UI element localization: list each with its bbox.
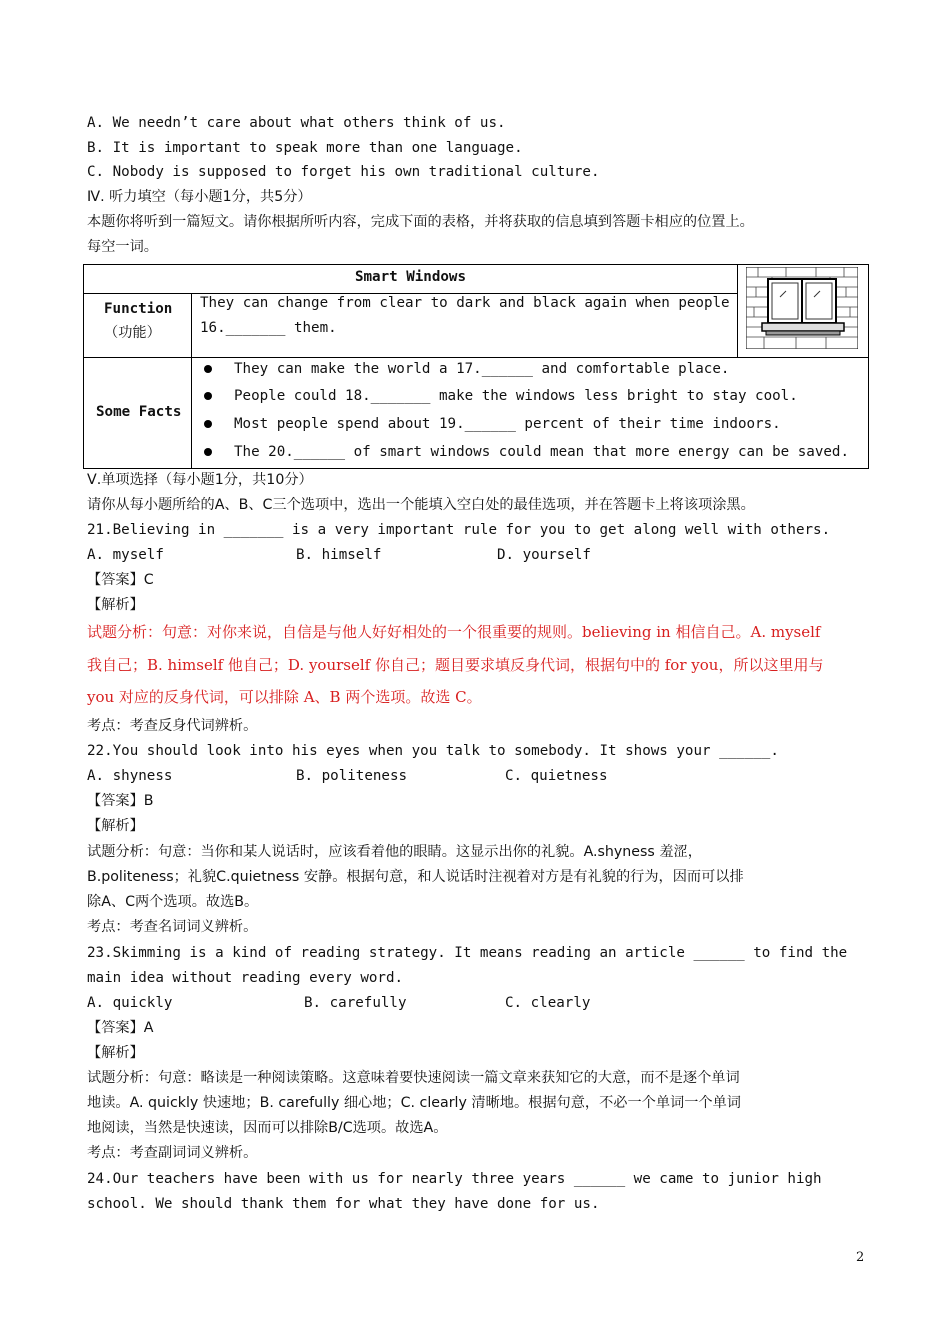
question-23-stem: main idea without reading every word. [87, 970, 404, 986]
q21-option: D. yourself [497, 547, 591, 563]
section-4-heading: Ⅳ. 听力填空（每小题1分，共5分） [87, 189, 312, 205]
function-label-cn: （功能） [104, 325, 161, 341]
table-divider [84, 357, 869, 358]
q21-option: B. himself [296, 547, 382, 563]
table-title: Smart Windows [354, 269, 467, 285]
q23-kaodian: 考点：考查副词词义辨析。 [87, 1145, 258, 1161]
section-5-instructions: 请你从每小题所给的A、B、C三个选项中，选出一个能填入空白处的最佳选项，并在答题卡上将该项涂黑。 [87, 497, 755, 513]
q22-analysis: 除A、C两个选项。故选B。 [87, 894, 259, 910]
q22-kaodian: 考点：考查名词词义辨析。 [87, 919, 258, 935]
bullet-icon [204, 365, 212, 373]
function-text-blank-16: 16._______ them. [200, 320, 337, 336]
q23-answer: 【答案】A [87, 1020, 154, 1036]
question-21-stem: 21.Believing in _______ is a very important rule for you to get along well with others. [87, 522, 831, 538]
facts-label: Some Facts [96, 404, 182, 420]
smart-windows-table [83, 264, 869, 469]
q21-analysis: 我自己；B. himself 他自己；D. yourself 你自己；题目要求填反身代词，根据句中的 for you，所以这里用与 [87, 656, 824, 674]
q23-analysis-label: 【解析】 [87, 1045, 144, 1061]
q23-option: C. clearly [505, 995, 591, 1011]
q22-analysis: B.politeness；礼貌C.quietness 安静。根据句意，和人说话时注视着对方是有礼貌的行为，因而可以排 [87, 869, 744, 885]
page-number: 2 [856, 1250, 865, 1265]
fact-item: They can make the world a 17.______ and comfortable place. [234, 361, 730, 377]
q23-analysis: 地阅读，当然是快速读，因而可以排除B/C选项。故选A。 [87, 1120, 448, 1136]
q21-analysis: 试题分析：句意：对你来说，自信是与他人好好相处的一个很重要的规则。believing in 相信自己。A. myself [87, 623, 821, 641]
fact-item: The 20.______ of smart windows could mean that more energy can be saved. [234, 444, 849, 460]
q22-option: A. shyness [87, 768, 173, 784]
function-label: Function [104, 301, 173, 317]
question-22-stem: 22.You should look into his eyes when you talk to somebody. It shows your ______. [87, 743, 779, 759]
function-text: They can change from clear to dark and black again when people [200, 295, 730, 311]
option-b-text: B. It is important to speak more than one language. [87, 140, 523, 156]
bullet-icon [204, 392, 212, 400]
q21-analysis: you 对应的反身代词，可以排除 A、B 两个选项。故选 C。 [87, 688, 482, 706]
q22-option: C. quietness [505, 768, 608, 784]
bullet-icon [204, 448, 212, 456]
q23-option: A. quickly [87, 995, 173, 1011]
q22-answer: 【答案】B [87, 793, 154, 809]
section-5-heading: Ⅴ.单项选择（每小题1分，共10分） [87, 472, 313, 488]
question-24-stem: 24.Our teachers have been with us for nearly three years ______ we came to junior high [87, 1171, 822, 1187]
question-24-stem: school. We should thank them for what they have done for us. [87, 1196, 600, 1212]
section-4-instructions-2: 每空一词。 [87, 239, 158, 255]
option-a-text: A. We needn’t care about what others think of us. [87, 115, 506, 131]
q22-analysis: 试题分析：句意：当你和某人说话时，应该看着他的眼睛。这显示出你的礼貌。A.shyness 羞涩， [87, 844, 702, 860]
q23-option: B. carefully [304, 995, 407, 1011]
q21-option: A. myself [87, 547, 164, 563]
option-c-text: C. Nobody is supposed to forget his own traditional culture. [87, 164, 600, 180]
fact-item: People could 18._______ make the windows less bright to stay cool. [234, 388, 798, 404]
q23-analysis: 地读。A. quickly 快速地；B. carefully 细心地；C. clearly 清晰地。根据句意，不必一个单词一个单词 [87, 1095, 741, 1111]
q23-analysis: 试题分析：句意：略读是一种阅读策略。这意味着要快速阅读一篇文章来获知它的大意，而不是逐个单词 [87, 1070, 740, 1086]
table-divider [191, 293, 192, 469]
question-23-stem: 23.Skimming is a kind of reading strategy. It means reading an article ______ to find the [87, 945, 848, 961]
q21-analysis-label: 【解析】 [87, 597, 144, 613]
q21-kaodian: 考点：考查反身代词辨析。 [87, 718, 258, 734]
q21-answer: 【答案】C [87, 572, 154, 588]
window-illustration-icon [746, 267, 858, 349]
table-divider [737, 265, 738, 357]
section-4-instructions: 本题你将听到一篇短文。请你根据所听内容，完成下面的表格，并将获取的信息填到答题卡相应的位置上。 [87, 214, 754, 230]
q22-option: B. politeness [296, 768, 408, 784]
fact-item: Most people spend about 19.______ percent of their time indoors. [234, 416, 781, 432]
q22-analysis-label: 【解析】 [87, 818, 144, 834]
bullet-icon [204, 420, 212, 428]
